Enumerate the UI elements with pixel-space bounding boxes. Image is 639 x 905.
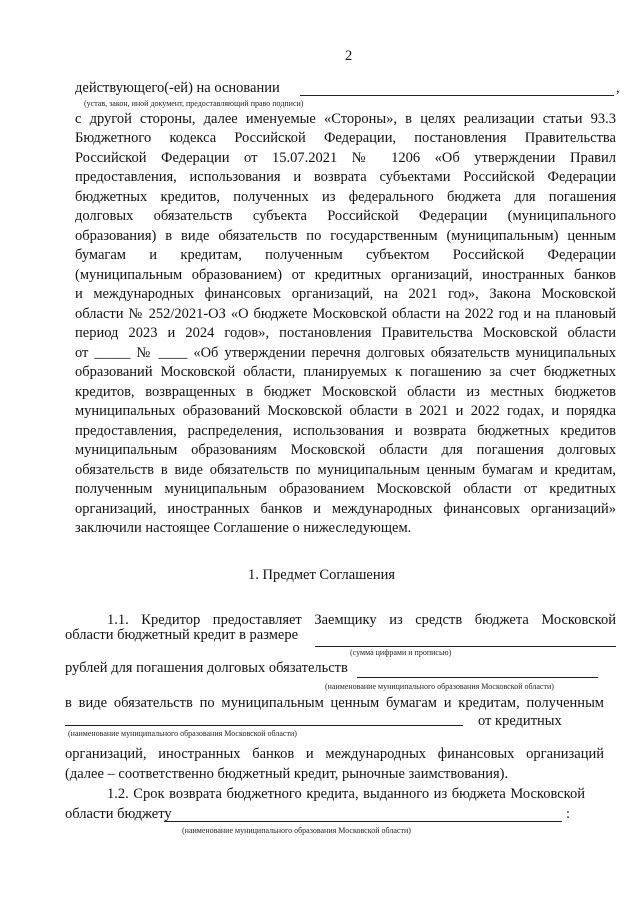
preamble-line: Бюджетного кодекса Российской Федерации, постановления Правительства	[75, 130, 616, 146]
municipality-blank-2	[65, 725, 463, 726]
municipality-blank-3	[164, 821, 562, 822]
clause-1-2-line-1: 1.2. Срок возврата бюджетного кредита, выданного из бюджета Московской	[107, 786, 585, 802]
preamble-line: муниципальных образований Московской области в 2021 и 2022 годах, и порядка	[75, 403, 616, 419]
preamble-line: обязательств в виде обязательств по муниципальным ценным бумагам и кредитам,	[75, 462, 616, 478]
acting-basis-label: действующего(-ей) на основании	[75, 80, 280, 96]
preamble-line: Российской Федерации от 15.07.2021 № 1206 «Об утверждении Правил	[75, 150, 616, 166]
preamble-line: долговых обязательств субъекта Российской Федерации (муниципального	[75, 208, 616, 224]
clause-1-2-line-2: области бюджету	[65, 806, 172, 822]
municipality-caption-2: (наименование муниципального образования Московской области)	[68, 729, 297, 738]
clause-1-1-line-7: (далее – соответственно бюджетный кредит, рыночные заимствования).	[65, 766, 509, 782]
municipality-caption-3: (наименование муниципального образования Московской области)	[182, 826, 411, 835]
preamble-line: кредитов, возвращенных в бюджет Московской области из местных бюджетов	[75, 384, 616, 400]
clause-1-1-line-3: рублей для погашения долговых обязательств	[65, 660, 348, 676]
clause-1-1-line-4: в виде обязательств по муниципальным ценным бумагам и кредитам, полученным	[65, 695, 604, 711]
acting-basis-comma: ,	[616, 80, 620, 96]
clause-1-2-colon: :	[566, 806, 571, 822]
acting-basis-blank	[300, 95, 614, 96]
preamble-line: период 2023 и 2024 годов», постановления Правительства Московской области	[75, 325, 616, 341]
preamble-line: области № 252/2021-ОЗ «О бюджете Московской области на 2022 год и на плановый	[75, 306, 616, 322]
preamble-line: предоставления, использования и возврата субъектами Российской Федерации	[75, 169, 616, 185]
clause-1-1-line-5-end: от кредитных	[478, 713, 562, 729]
preamble-line: бюджетных кредитов, полученных из федерального бюджета для погашения	[75, 189, 616, 205]
loan-amount-caption: (сумма цифрами и прописью)	[350, 648, 452, 657]
preamble-line: образований Московской области, планируемых к погашению за счет бюджетных	[75, 364, 616, 380]
page-number: 2	[345, 48, 353, 64]
acting-basis-caption: (устав, закон, иной документ, предоставляющий право подписи)	[84, 99, 304, 108]
preamble-line: заключили настоящее Соглашение о нижеследующем.	[75, 520, 412, 536]
preamble-line: образования) в виде обязательств по государственным (муниципальным) ценным	[75, 228, 616, 244]
clause-1-1-line-2: области бюджетный кредит в размере	[65, 627, 299, 643]
preamble-line: и международных финансовых организаций, на 2021 год», Закона Московской	[75, 286, 616, 302]
section-title: 1. Предмет Соглашения	[248, 567, 396, 583]
preamble-line: от _____ № ____ «Об утверждении перечня долговых обязательств муниципальных	[75, 345, 616, 361]
loan-amount-blank	[315, 646, 616, 647]
preamble-line: муниципальным образованиям Московской области для погашения долговых	[75, 442, 616, 458]
municipality-caption-1: (наименование муниципального образования Московской области)	[325, 682, 554, 691]
preamble-line: организаций, иностранных банков и международных финансовых организаций»	[75, 501, 616, 517]
preamble-line: с другой стороны, далее именуемые «Стороны», в целях реализации статьи 93.3	[75, 111, 616, 127]
preamble-line: (муниципальным образованием) от кредитных организаций, иностранных банков	[75, 267, 616, 283]
clause-1-1-line-6: организаций, иностранных банков и международных финансовых организаций	[65, 746, 604, 762]
preamble-line: предоставления, распределения, использования и возврата бюджетных кредитов	[75, 423, 616, 439]
municipality-blank-1	[357, 677, 598, 678]
preamble-line: полученным муниципальным образованием Московской области от кредитных	[75, 481, 616, 497]
preamble-line: бумагам и кредитам, полученным субъектом Российской Федерации	[75, 247, 616, 263]
clause-1-1-line-1: 1.1. Кредитор предоставляет Заемщику из средств бюджета Московской	[107, 612, 616, 628]
